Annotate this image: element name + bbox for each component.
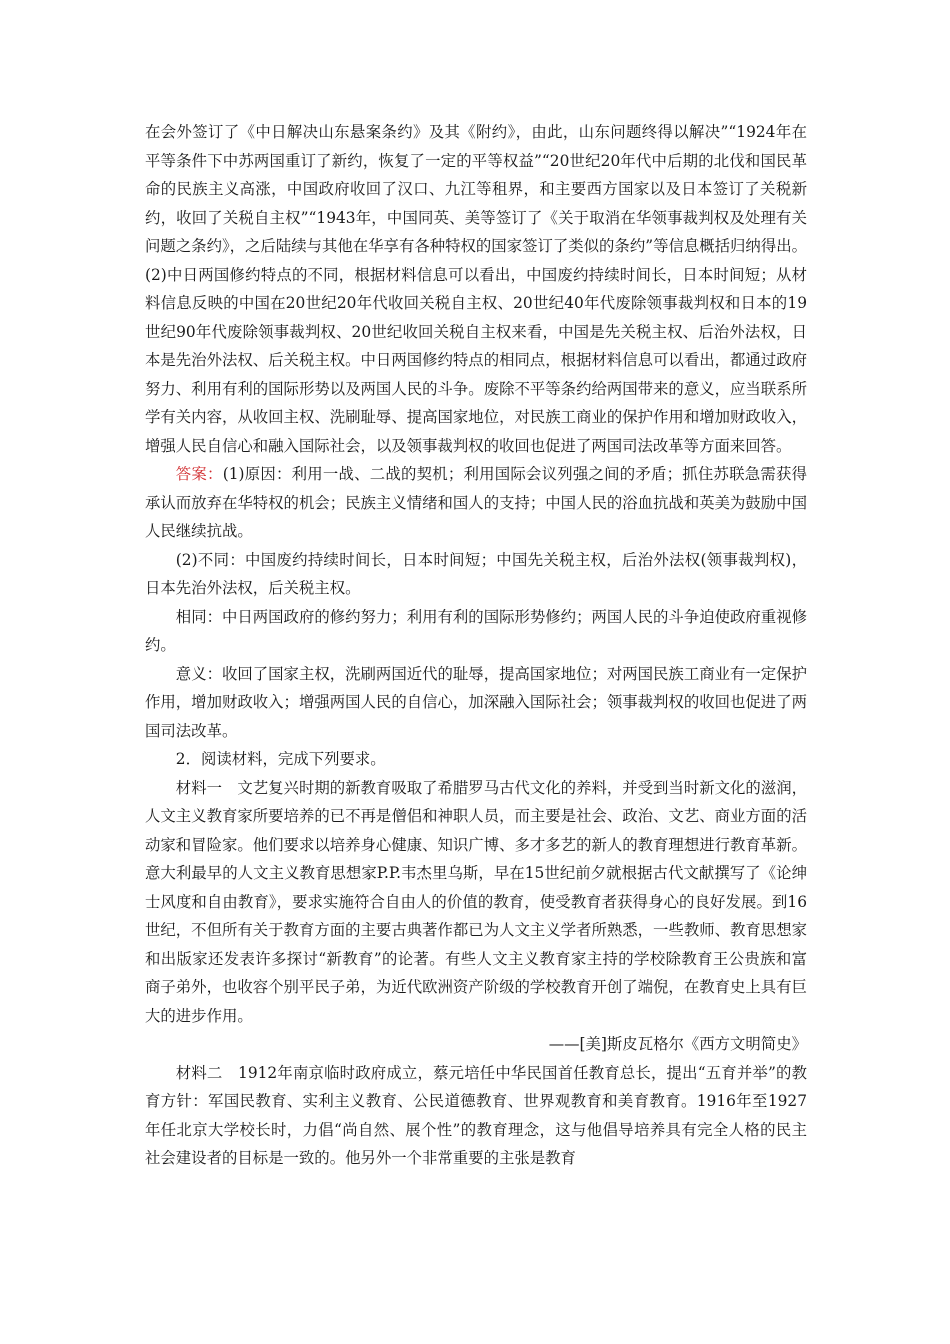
answer-part2: (2)不同：中国废约持续时间长，日本时间短；中国先关税主权，后治外法权(领事裁判权)，日本先治外法权，后关税主权。: [145, 550, 807, 597]
analysis-paragraph: 在会外签订了《中日解决山东悬案条约》及其《附约》，由此，山东问题终得以解决”“1924年在平等条件下中苏两国重订了新约，恢复了一定的平等权益”“20世纪20年代中后期的北伐和国民革命的民族主义高涨，中国政府收回了汉口、九江等租界，和主要西方国家以及日本签订了关税新约，收回了关税自主权”“1943年，中国同英、美等签订了《关于取消在华领事裁判权及处理有关问题之条约》，之后陆续与其他在华享有各种特权的国家签订了类似的条约”等信息概括归纳得出。(2)中日两国修约特点的不同，根据材料信息可以看出，中国废约持续时间长，日本时间短；从材料信息反映的中国在20世纪20年代收回关税自主权、20世纪40年代废除领事裁判权和日本的19世纪90年代废除领事裁判权、20世纪收回关税自主权来看，中国是先关税主权、后治外法权，日本是先治外法权、后关税主权。中日两国修约特点的相同点，根据材料信息可以看出，都通过政府努力、利用有利的国际形势以及两国人民的斗争。废除不平等条约给两国带来的意义，应当联系所学有关内容，从收回主权、洗刷耻辱、提高国家地位，对民族工商业的保护作用和增加财政收入，增强人民自信心和融入国际社会，以及领事裁判权的收回也促进了两国司法改革等方面来回答。: [145, 123, 807, 455]
material1-source: ——[美]斯皮瓦格尔《西方文明简史》: [548, 1035, 807, 1053]
answer-part1-text: (1)原因：利用一战、二战的契机；利用国际会议列强之间的矛盾；抓住苏联急需获得承认而放弃在华特权的机会；民族主义情绪和国人的支持；中国人民的浴血抗战和英美为鼓励中国人民继续抗战。: [145, 465, 807, 540]
answer-meaning: 意义：收回了国家主权，洗刷两国近代的耻辱，提高国家地位；对两国民族工商业有一定保护作用，增加财政收入；增强两国人民的自信心，加深融入国际社会；领事裁判权的收回也促进了两国司法改革。: [145, 664, 807, 740]
answer-same: 相同：中日两国政府的修约努力；利用有利的国际形势修约；两国人民的斗争迫使政府重视修约。: [145, 607, 807, 654]
document-page: [145, 118, 807, 1173]
material1: 材料一 文艺复兴时期的新教育吸取了希腊罗马古代文化的养料，并受到当时新文化的滋润，人文主义教育家所要培养的已不再是僧侣和神职人员，而主要是社会、政治、文艺、商业方面的活动家和冒险家。他们要求以培养身心健康、知识广博、多才多艺的新人的教育理想进行教育革新。意大利最早的人文主义教育思想家P.P.韦杰里乌斯，早在15世纪前夕就根据古代文献撰写了《论绅士风度和自由教育》，要求实施符合自由人的价值的教育，使受教育者获得身心的良好发展。到16世纪，不但所有关于教育方面的主要古典著作都已为人文主义学者所熟悉，一些教师、教育思想家和出版家还发表许多探讨“新教育”的论著。有些人文主义教育家主持的学校除教育王公贵族和富商子弟外，也收容个别平民子弟，为近代欧洲资产阶级的学校教育开创了端倪，在教育史上具有巨大的进步作用。: [145, 778, 807, 1025]
answer-part1: [145, 460, 807, 546]
answer-label: 答案：: [175, 465, 223, 483]
question2-prompt: 2．阅读材料，完成下列要求。: [175, 750, 386, 768]
material2: 材料二 1912年南京临时政府成立，蔡元培任中华民国首任教育总长，提出“五育并举”的教育方针：军国民教育、实利主义教育、公民道德教育、世界观教育和美育教育。1916年至1927年任北京大学校长时，力倡“尚自然、展个性”的教育理念，这与他倡导培养具有完全人格的民主社会建设者的目标是一致的。他另外一个非常重要的主张是教育: [145, 1063, 807, 1167]
